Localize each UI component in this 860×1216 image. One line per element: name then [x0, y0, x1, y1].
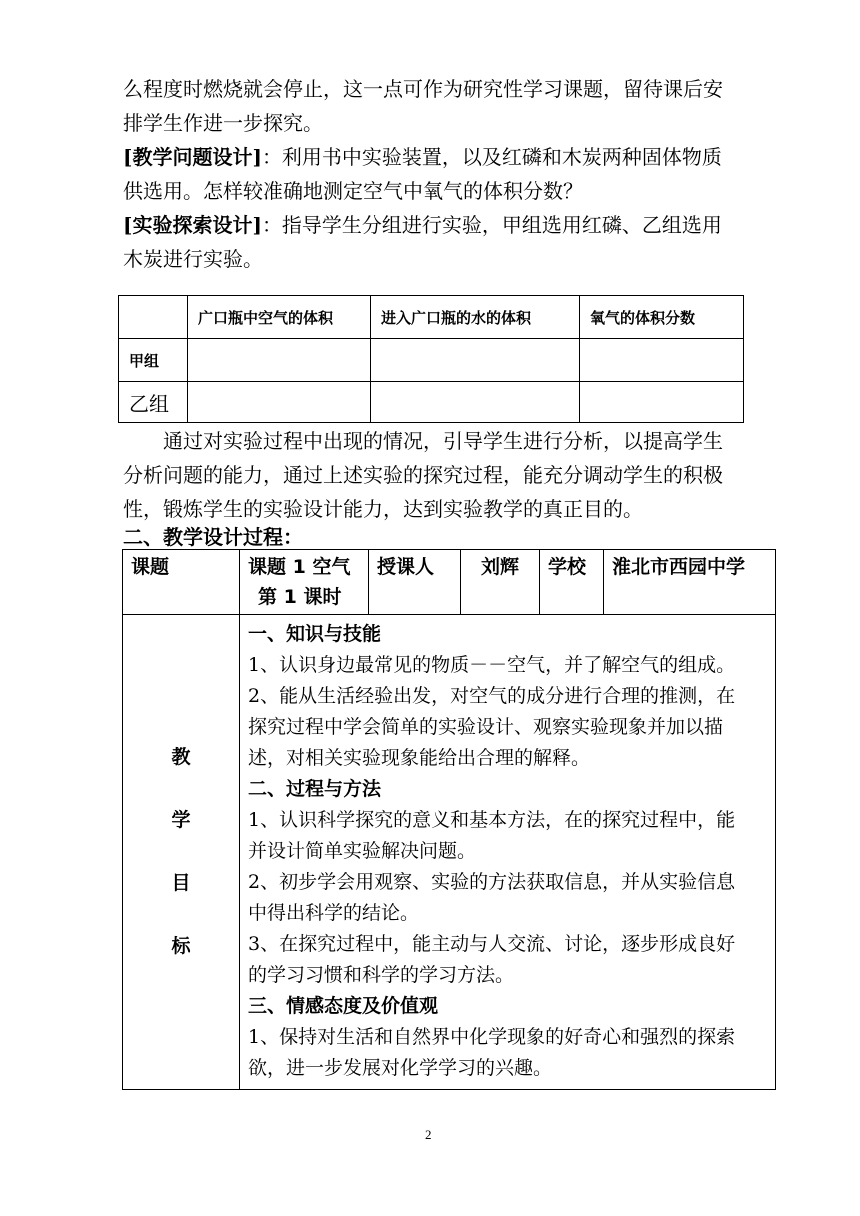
experiment-design-line-1 — [123, 210, 722, 240]
goal-label-char: 目 — [171, 872, 191, 894]
intro-line-1: 么程度时燃烧就会停止，这一点可作为研究性学习课题，留待课后安 — [123, 77, 723, 101]
goal-line: 的学习习惯和科学的学习方法。 — [248, 964, 515, 986]
table-row — [119, 339, 744, 382]
goal-line: 中得出科学的结论。 — [248, 902, 420, 924]
topic-line-2: 第 1 课时 — [258, 586, 342, 608]
question-design-text-1: ：利用书中实验装置，以及红磷和木炭两种固体物质 — [261, 145, 722, 169]
section-title: 二、教学设计过程： — [123, 525, 303, 549]
goal-line: 并设计简单实验解决问题。 — [248, 840, 477, 862]
goal-heading-process: 二、过程与方法 — [248, 778, 382, 800]
lesson-design-table — [122, 549, 776, 1090]
goal-line: 2、能从生活经验出发，对空气的成分进行合理的推测，在 — [248, 685, 736, 707]
goal-line: 述，对相关实验现象能给出合理的解释。 — [248, 747, 591, 769]
table-cell — [371, 339, 580, 382]
table-cell — [188, 339, 371, 382]
table-row — [119, 382, 744, 423]
goal-line: 欲，进一步发展对化学学习的兴趣。 — [248, 1057, 553, 1079]
table-cell — [188, 382, 371, 423]
goal-line: 2、初步学会用观察、实验的方法获取信息，并从实验信息 — [248, 871, 736, 893]
table-cell — [371, 382, 580, 423]
teacher-label: 授课人 — [369, 550, 461, 615]
teaching-goals-row — [123, 615, 776, 1090]
goal-heading-knowledge: 一、知识与技能 — [248, 623, 382, 645]
question-design-text-2: 供选用。怎样较准确地测定空气中氧气的体积分数？ — [123, 179, 583, 203]
lesson-info-row — [123, 550, 776, 615]
question-design-label: [教学问题设计] — [123, 145, 262, 169]
experiment-design-text-2: 木炭进行实验。 — [123, 247, 263, 271]
goal-label-char: 教 — [171, 746, 191, 768]
goal-line: 1、保持对生活和自然界中化学现象的好奇心和强烈的探索 — [248, 1026, 736, 1048]
school-name: 淮北市西园中学 — [604, 550, 776, 615]
goal-line: 3、在探究过程中，能主动与人交流、讨论，逐步形成良好 — [248, 933, 736, 955]
page-number: 2 — [425, 1127, 432, 1142]
teaching-goals-content — [240, 615, 776, 1090]
goal-line: 1、认识科学探究的意义和基本方法，在的探究过程中，能 — [248, 809, 736, 831]
header-cell-oxygen-fraction: 氧气的体积分数 — [580, 296, 744, 339]
experiment-table — [118, 295, 744, 423]
goal-label-char: 学 — [171, 809, 191, 831]
teacher-name: 刘辉 — [461, 550, 540, 615]
school-label: 学校 — [540, 550, 604, 615]
experiment-design-text-1: ：指导学生分组进行实验，甲组选用红磷、乙组选用 — [261, 213, 722, 237]
goal-line: 1、认识身边最常见的物质－－空气，并了解空气的组成。 — [248, 654, 736, 676]
topic-label: 课题 — [123, 550, 240, 615]
header-cell-empty — [119, 296, 188, 339]
header-cell-air-volume: 广口瓶中空气的体积 — [188, 296, 371, 339]
row-label-group-b: 乙组 — [119, 382, 188, 423]
analysis-line-3: 性，锻炼学生的实验设计能力，达到实验教学的真正目的。 — [123, 497, 643, 521]
row-label-group-a: 甲组 — [119, 339, 188, 382]
experiment-design-label: [实验探索设计] — [123, 213, 262, 237]
analysis-line-2: 分析问题的能力，通过上述实验的探究过程，能充分调动学生的积极 — [123, 463, 723, 487]
table-cell — [580, 339, 744, 382]
intro-line-2: 排学生作进一步探究。 — [123, 111, 323, 135]
experiment-table-header — [119, 296, 744, 339]
topic-cell — [240, 550, 369, 615]
goal-label-char: 标 — [171, 935, 191, 957]
goal-line: 探究过程中学会简单的实验设计、观察实验现象并加以描 — [248, 716, 724, 738]
topic-line-1: 课题 1 空气 — [248, 556, 351, 578]
analysis-line-1: 通过对实验过程中出现的情况，引导学生进行分析，以提高学生 — [163, 429, 723, 453]
table-cell — [580, 382, 744, 423]
teaching-goals-label — [123, 615, 240, 1090]
goal-heading-attitude: 三、情感态度及价值观 — [248, 995, 439, 1017]
header-cell-water-volume: 进入广口瓶的水的体积 — [371, 296, 580, 339]
question-design-line-1 — [123, 142, 722, 172]
